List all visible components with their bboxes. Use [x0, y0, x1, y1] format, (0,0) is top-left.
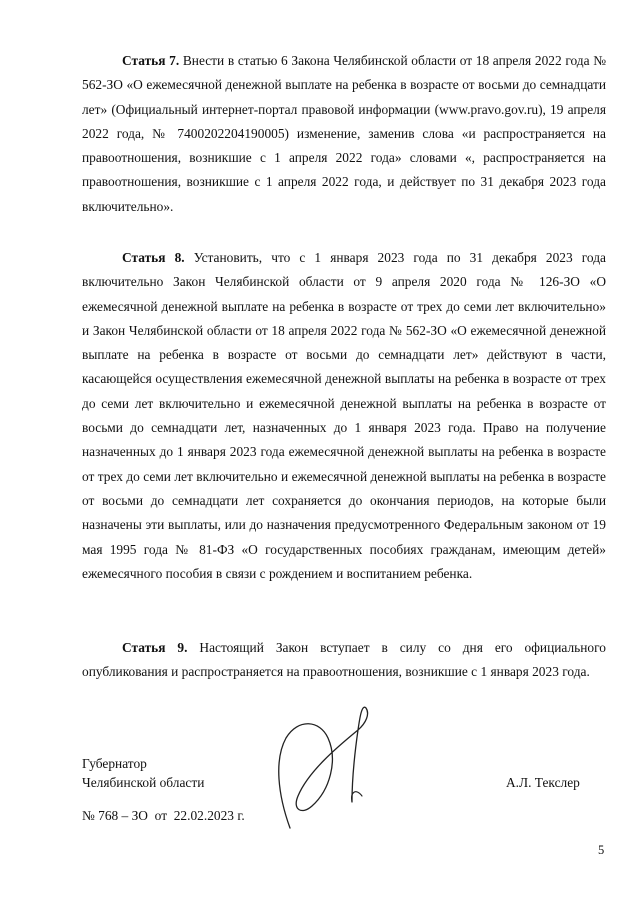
law-number-date: № 768 – ЗО от 22.02.2023 г. [82, 808, 245, 823]
signatory-position [82, 754, 204, 792]
article-7 [82, 49, 606, 219]
page-number: 5 [598, 843, 605, 857]
article-9-heading: Статья 9. [122, 640, 188, 655]
article-8-text: Установить, что с 1 января 2023 года по 31 декабря 2023 года включительно Закон Челябинской области от 9 апреля 2020 года № 126-ЗО «О ежемесячной денежной выплате на ребенка в возрасте от трех до семи лет включительно» и Закон Челябинской области от 18 апреля 2022 года № 562-ЗО «О ежемесячной денежной выплате на ребенка в возрасте от восьми до семнадцати лет» действуют в части, касающейся осуществления ежемесячной денежной выплаты на ребенка в возрасте от трех до семи лет включительно и ежемесячной денежной выплаты на ребенка в возрасте от восьми до семнадцати лет, назначенных до 1 января 2023 года. Право на получение назначенных до 1 января 2023 года ежемесячной денежной выплаты на ребенка в возрасте от трех до семи лет включительно и ежемесячной денежной выплаты на ребенка в возрасте от восьми до семнадцати лет сохраняется до окончания периодов, на которые были назначены эти выплаты, или до назначения предусмотренного Федеральным законом от 19 мая 1995 года № 81-ФЗ «О государственных пособиях гражданам, имеющим детей» ежемесячного пособия в связи с рождением и воспитанием ребенка. [82, 250, 606, 581]
article-9 [82, 636, 606, 685]
article-9-text: Настоящий Закон вступает в силу со дня его официального опубликования и распространяется на правоотношения, возникшие с 1 января 2023 года. [82, 640, 606, 680]
signatory-position-line2: Челябинской области [82, 775, 205, 790]
article-7-text: Внести в статью 6 Закона Челябинской области от 18 апреля 2022 года № 562-ЗО «О ежемесячной денежной выплате на ребенка в возрасте от восьми до семнадцати лет» (Официальный интернет-портал правовой информации (www.pravo.gov.ru), 19 апреля 2022 года, № 7400202204190005) изменение, заменив слова «и распространяется на правоотношения, возникшие с 1 апреля 2022 года» словами «, распространяется на правоотношения, возникшие с 1 апреля 2022 года, и действует по 31 декабря 2023 года включительно». [82, 53, 606, 214]
signatory-position-line1: Губернатор [82, 756, 147, 771]
signatory-name: А.Л. Текслер [506, 775, 580, 790]
handwritten-signature [268, 700, 378, 840]
article-8 [82, 246, 606, 586]
article-8-heading: Статья 8. [122, 250, 185, 265]
article-7-heading: Статья 7. [122, 53, 180, 68]
